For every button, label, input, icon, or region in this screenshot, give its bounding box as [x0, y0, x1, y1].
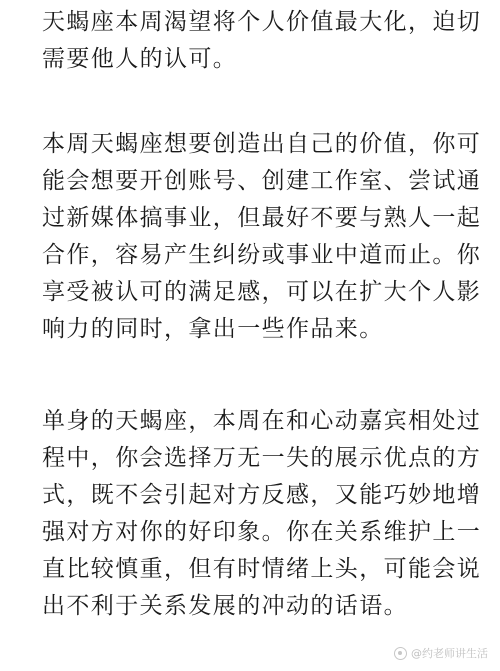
paragraph-line: 合作，容易产生纠纷或事业中道而止。你: [42, 242, 482, 268]
watermark: [394, 645, 488, 661]
paragraph-line: 天蝎座本周渴望将个人价值最大化，迫切: [42, 9, 482, 35]
paragraph-line: 单身的天蝎座，本周在和心动嘉宾相处过: [42, 408, 482, 434]
paragraph-line: 式，既不会引起对方反感，又能巧妙地增: [42, 482, 482, 508]
paragraph-1: [42, 4, 482, 78]
paragraph-line: 出不利于关系发展的冲动的话语。: [42, 593, 408, 619]
paragraph-line: 直比较慎重，但有时情绪上头，可能会说: [42, 556, 482, 582]
paragraph-line: 需要他人的认可。: [42, 46, 238, 72]
paragraph-3: [42, 403, 482, 625]
watermark-logo-icon: [394, 647, 407, 660]
paragraph-2: [42, 126, 482, 348]
paragraph-line: 程中，你会选择万无一失的展示优点的方: [42, 445, 482, 471]
paragraph-line: 本周天蝎座想要创造出自己的价值，你可: [42, 131, 482, 157]
paragraph-line: 过新媒体搞事业，但最好不要与熟人一起: [42, 205, 482, 231]
watermark-text: @约老师讲生活: [411, 647, 488, 660]
paragraph-line: 强对方对你的好印象。你在关系维护上一: [42, 519, 482, 545]
paragraph-line: 享受被认可的满足感，可以在扩大个人影: [42, 279, 482, 305]
paragraph-line: 能会想要开创账号、创建工作室、尝试通: [42, 168, 482, 194]
paragraph-line: 响力的同时，拿出一些作品来。: [42, 316, 384, 342]
